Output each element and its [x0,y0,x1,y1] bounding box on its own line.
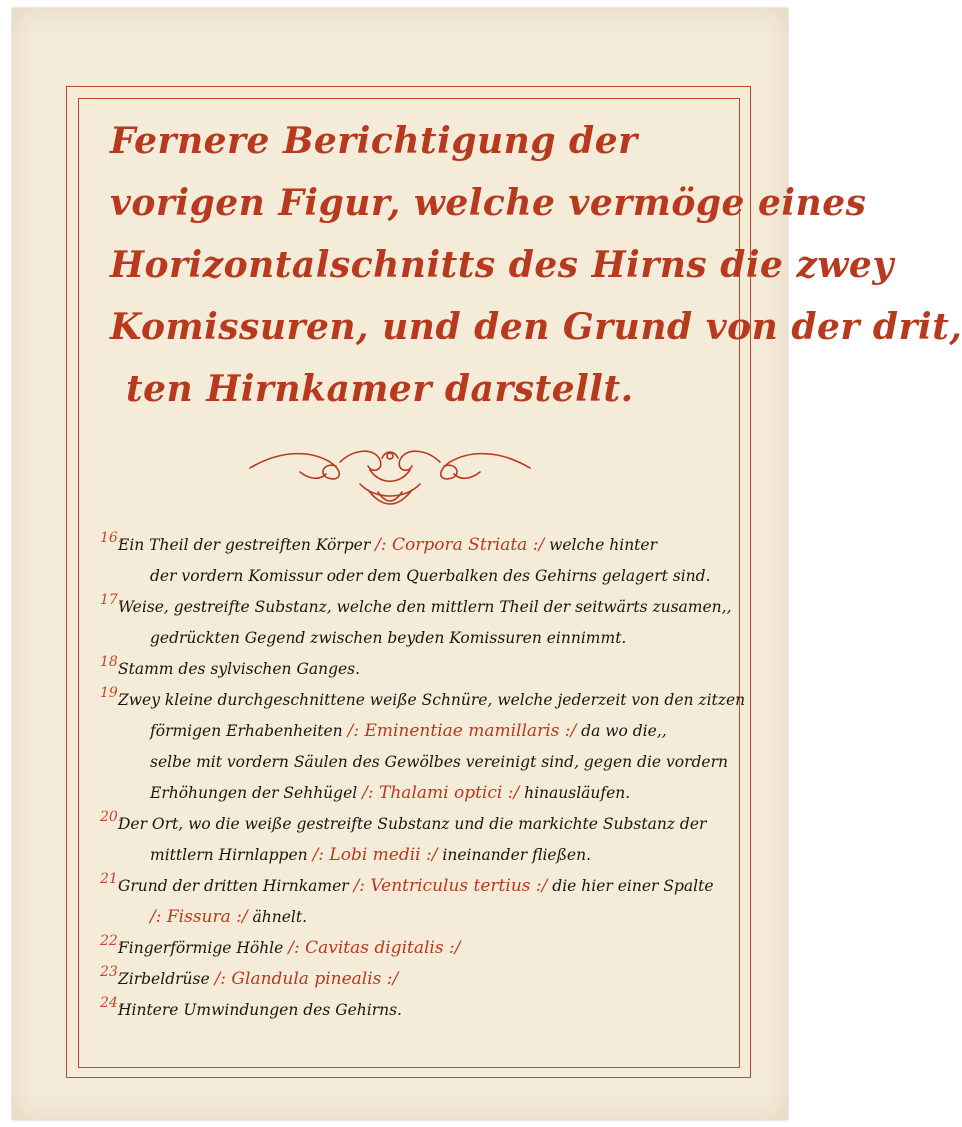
latin-term: /: Ventriculus tertius :/ [353,876,548,896]
entry-text: Weise, gestreifte Substanz, welche den mittlern Theil der seitwärts zusamen,, [118,598,732,616]
entry-text: selbe mit vordern Säulen des Gewölbes vereinigt sind, gegen die vordern [150,753,728,771]
title-line: Komissuren, und den Grund von der drit, [110,306,962,348]
entry-text: Fingerförmige Höhle [118,939,289,957]
latin-term: /: Thalami optici :/ [362,783,520,803]
title-line: ten Hirnkamer darstellt. [126,368,634,410]
entry-number: 21. [100,871,123,887]
entry-number: 23. [100,964,123,980]
entry-text: Hintere Umwindungen des Gehirns. [118,1001,402,1019]
list-item [100,964,740,995]
entries-list [100,530,746,1026]
entry-text: da wo die,, [576,722,667,740]
latin-term: /: Lobi medii :/ [312,845,438,865]
entry-text: Der Ort, wo die weiße gestreifte Substanz und die markichte Substanz der [118,815,707,833]
list-item [100,592,740,654]
entry-text: ähnelt. [247,908,308,926]
entry-text: der vordern Komissur oder dem Querbalken des Gehirns gelagert sind. [150,567,711,585]
entry-text: gedrückten Gegend zwischen beyden Komissuren einnimmt. [150,629,627,647]
latin-term: /: Glandula pinealis :/ [214,969,399,989]
list-item [100,995,740,1026]
title-line: Horizontalschnitts des Hirns die zwey [110,244,894,286]
entry-text: Grund der dritten Hirnkamer [118,877,354,895]
entry-text: welche hinter [544,536,657,554]
latin-term: /: Eminentiae mamillaris :/ [347,721,577,741]
list-item [100,654,740,685]
latin-term: /: Fissura :/ [150,907,248,927]
entry-text: Stamm des sylvischen Ganges. [118,660,361,678]
entry-text: mittlern Hirnlappen [150,846,313,864]
list-item [100,809,740,871]
entry-number: 18. [100,654,123,670]
list-item [100,933,740,964]
document-title [110,110,962,420]
entry-number: 16. [100,530,123,546]
entry-text: die hier einer Spalte [547,877,714,895]
latin-term: /: Corpora Striata :/ [375,535,545,555]
entry-text: Ein Theil der gestreiften Körper [118,536,376,554]
list-item [100,530,740,592]
entry-text: Erhöhungen der Sehhügel [150,784,363,802]
latin-term: /: Cavitas digitalis :/ [288,938,461,958]
entry-text: Zwey kleine durchgeschnittene weiße Schnüre, welche jederzeit von den zitzen [118,691,746,709]
entry-text: hinausläufen. [519,784,631,802]
flourish-ornament [240,440,540,520]
entry-text: ineinander fließen. [437,846,592,864]
entry-number: 24. [100,995,123,1011]
entry-number: 22. [100,933,123,949]
entry-number: 19. [100,685,123,701]
title-line: vorigen Figur, welche vermöge eines [110,182,867,224]
title-line: Fernere Berichtigung der [110,120,638,162]
list-item [100,685,746,809]
entry-number: 20. [100,809,123,825]
entry-text: förmigen Erhabenheiten [150,722,348,740]
list-item [100,871,740,933]
entry-text: Zirbeldrüse [118,970,215,988]
entry-number: 17. [100,592,123,608]
